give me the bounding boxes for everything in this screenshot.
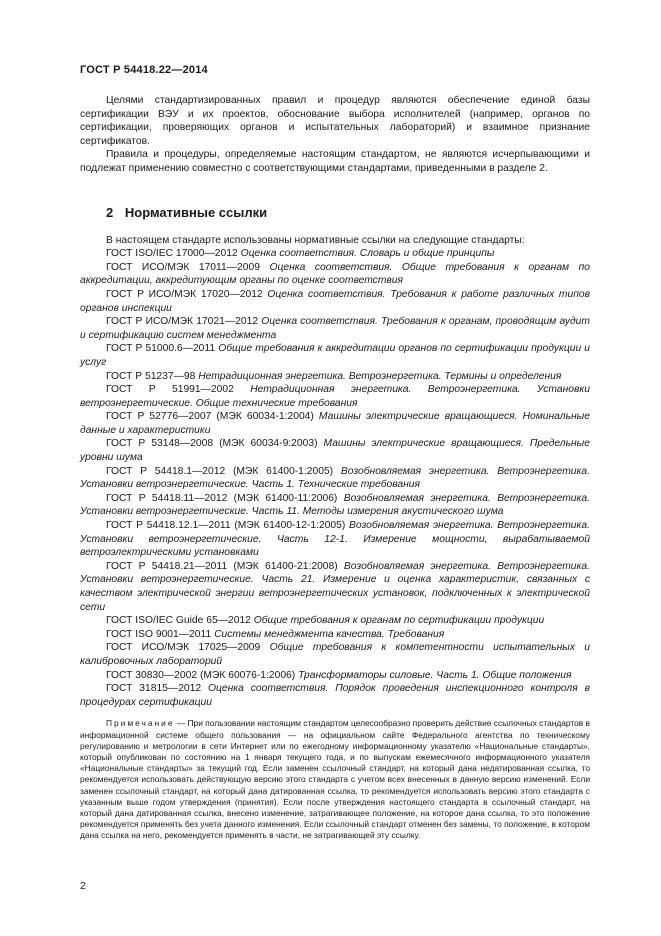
- reference-title: Возобновляемая энергетика. Ветроэнергетика. Установки ветроэнергетические. Часть 12-1. Измерение мощности, вырабатываемой ветроэлектрическими установками: [80, 520, 590, 559]
- reference-item: [80, 342, 590, 369]
- refs-intro: В настоящем стандарте использованы нормативные ссылки на следующие стандарты:: [106, 234, 525, 246]
- section-number: 2: [106, 204, 114, 220]
- reference-code: ГОСТ ИСО/МЭК 17011—2009: [106, 261, 260, 273]
- intro-paragraph: Правила и процедуры, определяемые настоящим стандартом, не являются исчерпывающими и подлежат применению совместно с соответствующими стандартами, приведенными в разделе 2.: [80, 149, 590, 174]
- reference-title: Оценка соответствия. Общие требования к органам по аккредитации, аккредитующим органы по оценке соответствия: [80, 261, 590, 287]
- reference-code: ГОСТ Р 54418.21—2011 (МЭК 61400-21:2008): [106, 560, 338, 572]
- reference-title: Машины электрические вращающиеся. Номинальные данные и характеристики: [80, 411, 590, 436]
- reference-title: Возобновляемая энергетика. Ветроэнергетика. Установки ветроэнергетические. Часть 11. Методы измерения акустического шума: [80, 492, 590, 518]
- reference-title: Машины электрические вращающиеся. Предельные уровни шума: [80, 438, 590, 464]
- reference-code: ГОСТ Р 52776—2007 (МЭК 60034-1:2004): [106, 411, 314, 423]
- reference-item: [80, 383, 590, 410]
- reference-code: ГОСТ Р 54418.1—2012 (МЭК 61400-1:2005): [106, 465, 334, 477]
- reference-code: ГОСТ Р 51991—2002: [106, 384, 234, 396]
- reference-title: Возобновляемая энергетика. Ветроэнергетика. Установки ветроэнергетические. Часть 1. Технические требования: [80, 465, 590, 491]
- note-label: Примечание: [106, 718, 175, 729]
- reference-item: [80, 410, 590, 437]
- reference-item: [80, 492, 590, 519]
- reference-code: ГОСТ Р 51000.6—2011: [106, 343, 216, 355]
- reference-item: [80, 465, 590, 492]
- reference-item: [80, 288, 590, 315]
- reference-title: Возобновляемая энергетика. Ветроэнергетика. Установки ветроэнергетические. Часть 21. Измерение и оценка характеристик, связанных с качеством электрической энергии ветроэнергетических установок, подключенных к электрической сети: [80, 560, 590, 613]
- reference-item: [80, 519, 590, 560]
- reference-item: [80, 682, 590, 709]
- section-title: Нормативные ссылки: [124, 204, 268, 220]
- reference-code: ГОСТ Р 54418.11—2012 (МЭК 61400-11:2006): [106, 492, 338, 504]
- document-header: ГОСТ Р 54418.22—2014: [80, 64, 208, 76]
- reference-item: [80, 614, 590, 628]
- intro-paragraph: Целями стандартизированных правил и процедур являются обеспечение единой базы сертификации ВЭУ и их проектов, обоснование выбора исполнителей (например, органов по сертификации, проверяющих органов и испытательных лабораторий) и взаимное признание сертификатов.: [80, 95, 590, 147]
- reference-code: ГОСТ Р 53148—2008 (МЭК 60034-9:2003): [106, 438, 318, 450]
- reference-item: [80, 669, 590, 683]
- reference-code: ГОСТ Р ИСО/МЭК 17021—2012: [106, 316, 259, 328]
- reference-item: [80, 247, 590, 261]
- reference-title: Общие требования к аккредитации органов по сертификации продукции и услуг: [80, 343, 590, 368]
- reference-code: ГОСТ Р ИСО/МЭК 17020—2012: [106, 288, 263, 300]
- reference-title: Оценка соответствия. Словарь и общие принципы: [240, 248, 495, 260]
- reference-title: Общие требования к органам по сертификации продукции: [253, 615, 545, 627]
- reference-item: [80, 560, 590, 614]
- reference-item: [80, 370, 590, 384]
- reference-code: ГОСТ 30830—2002 (МЭК 60076-1:2006): [106, 669, 296, 681]
- reference-code: ГОСТ 31815—2012: [106, 683, 202, 695]
- reference-code: ГОСТ ISO 9001—2011: [106, 628, 212, 640]
- section-heading: [106, 205, 590, 220]
- reference-title: Нетрадиционная энергетика. Ветроэнергетика. Термины и определения: [198, 370, 562, 382]
- reference-title: Оценка соответствия. Порядок проведения инспекционного контроля в процедурах сертификации: [80, 683, 590, 708]
- reference-title: Общие требования к компетентности испытательных и калибровочных лабораторий: [80, 642, 591, 667]
- reference-item: [80, 315, 590, 342]
- page-content: [80, 94, 590, 842]
- reference-title: Трансформаторы силовые. Часть 1. Общие положения: [298, 669, 572, 681]
- reference-title: Нетрадиционная энергетика. Ветроэнергетика. Установки ветроэнергетические. Общие технические требования: [80, 384, 590, 409]
- reference-item: [80, 261, 590, 288]
- reference-title: Оценка соответствия. Требования к органам, проводящим аудит и сертификацию систем менеджмента: [80, 316, 590, 341]
- reference-item: [80, 641, 590, 668]
- reference-title: Оценка соответствия. Требования к работе различных типов органов инспекции: [80, 288, 590, 314]
- reference-code: ГОСТ Р 54418.12.1—2011 (МЭК 61400-12-1:2005): [106, 520, 346, 532]
- page-number: 2: [80, 880, 86, 892]
- note-block: [80, 718, 590, 841]
- reference-item: [80, 437, 590, 464]
- reference-code: ГОСТ Р 51237—98: [106, 370, 196, 382]
- reference-item: [80, 628, 590, 642]
- reference-code: ГОСТ ИСО/МЭК 17025—2009: [106, 642, 261, 654]
- note-text: — При пользовании настоящим стандартом целесообразно проверить действие ссылочных стандартов в информационной системе общего пользования — на официальном сайте Федерального агентства по техническому регулированию и метрологии в сети Интернет или по ежегодному информационному указателю «Национальные стандарты», который опубликован по состоянию на 1 января текущего года, и по выпускам ежемесячного информационного указателя «Национальные стандарты» за текущий год. Если заменен ссылочный стандарт, на который дана недатированная ссылка, то рекомендуется использовать действующую версию этого стандарта с учетом всех внесенных в данную версию изменений. Если заменен ссылочный стандарт, на который дана датированная ссылка, то рекомендуется использовать версию этого стандарта с указанным выше годом утверждения (принятия). Если после утверждения настоящего стандарта в ссылочный стандарт, на который дана датированная ссылка, внесено изменение, затрагивающее положение, на которое дана ссылка, то это положение рекомендуется применять без учета данного изменения. Если ссылочный стандарт отменен без замены, то положение, в котором дана ссылка на него, рекомендуется применять в части, не затрагивающей эту ссылку.: [80, 718, 591, 841]
- reference-list: [80, 247, 590, 709]
- reference-code: ГОСТ ISO/IEC 17000—2012: [106, 248, 238, 260]
- reference-code: ГОСТ ISO/IEC Guide 65—2012: [106, 615, 251, 627]
- reference-title: Системы менеджмента качества. Требования: [214, 628, 445, 640]
